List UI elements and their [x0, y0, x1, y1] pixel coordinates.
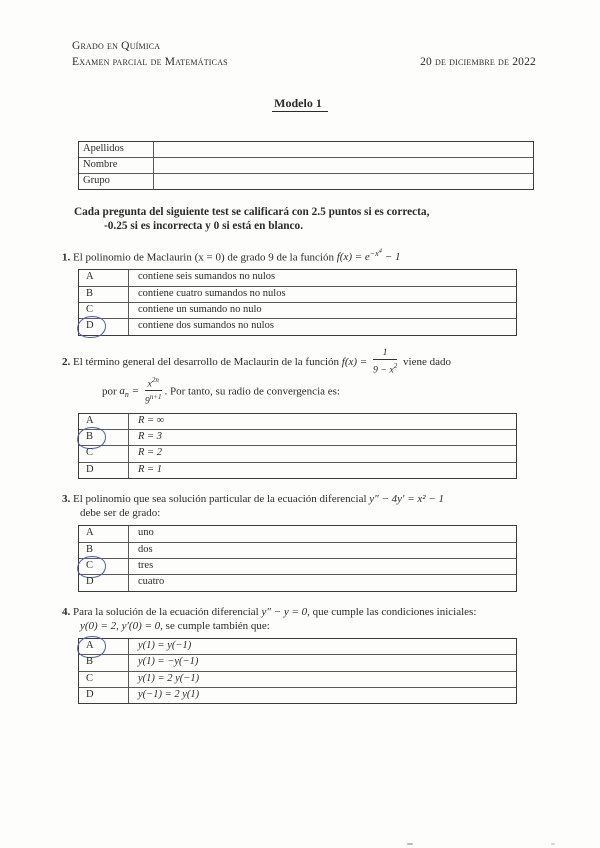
- option-text: uno: [138, 527, 154, 539]
- option-row: [79, 655, 516, 671]
- option-letter: D: [79, 463, 129, 478]
- option-letter: C: [79, 672, 129, 687]
- question-1-options-table: [78, 269, 517, 336]
- question-4-text: Para la solución de la ecuación diferencial: [73, 605, 259, 618]
- question-2-function-label: f(x) =: [341, 356, 368, 369]
- apellidos-blank-field: [154, 142, 533, 157]
- model-title: Modelo 1: [0, 96, 600, 111]
- option-row: [79, 430, 516, 446]
- exam-header: [72, 38, 536, 70]
- option-letter: C: [79, 303, 129, 318]
- question-4-line1: [62, 605, 600, 619]
- question-3-text: El polinomio que sea solución particular de la ecuación diferencial: [73, 493, 367, 506]
- option-text: dos: [138, 543, 153, 555]
- question-2: [62, 346, 600, 408]
- option-text: contiene un sumando no nulo: [138, 304, 262, 316]
- student-info-table: [78, 141, 534, 190]
- question-4-number: 4.: [62, 605, 71, 618]
- option-row: [79, 446, 516, 462]
- question-4-line2-text: se cumple también que:: [165, 619, 270, 632]
- option-letter: D: [79, 319, 129, 334]
- question-1: [62, 244, 600, 264]
- question-2-text: El término general del desarrollo de Maclaurin de la función: [73, 356, 340, 369]
- info-row-nombre: [79, 158, 533, 174]
- question-3-number: 3.: [62, 493, 71, 506]
- option-text: R = 2: [138, 447, 162, 459]
- option-row: [79, 543, 516, 559]
- question-4-line2: [80, 619, 600, 633]
- option-text: y(−1) = 2 y(1): [138, 688, 200, 700]
- option-letter: A: [79, 414, 129, 429]
- option-letter: A: [79, 270, 129, 285]
- option-text: R = 3: [138, 431, 162, 443]
- option-text: contiene seis sumandos no nulos: [138, 271, 276, 283]
- question-1-text: El polinomio de Maclaurin (x = 0) de grado 9 de la función: [73, 251, 334, 264]
- option-text: R = ∞: [138, 414, 165, 426]
- question-1-formula: $f(x) = e^{-x^4} - 1$: [336, 247, 401, 264]
- option-row: [79, 303, 516, 319]
- scan-speck: [407, 843, 413, 845]
- question-1-number: 1.: [62, 251, 71, 264]
- question-3-equation: y″ − 4y′ = x² − 1: [369, 493, 444, 506]
- option-row: [79, 287, 516, 303]
- initial-conditions: y(0) = 2, y′(0) = 0,: [80, 619, 163, 632]
- option-row: [79, 639, 516, 655]
- option-letter: B: [79, 655, 129, 670]
- option-row: [79, 463, 516, 478]
- option-text: y(1) = −y(−1): [138, 656, 199, 668]
- question-2-line2-after: . Por tanto, su radio de convergencia es:: [164, 385, 340, 398]
- option-text: contiene dos sumandos no nulos: [138, 320, 274, 332]
- option-text: R = 1: [138, 463, 162, 475]
- question-2-fraction-1: $\frac{1}{9 - x^2}$: [372, 346, 398, 376]
- question-2-text-after: viene dado: [403, 356, 451, 369]
- label-grupo: Grupo: [79, 174, 154, 189]
- question-2-por: por: [102, 385, 117, 398]
- question-2-number: 2.: [62, 356, 71, 369]
- option-text: contiene cuatro sumandos no nulos: [138, 287, 286, 299]
- question-2-line1: [62, 346, 600, 376]
- option-row: [79, 688, 516, 703]
- option-text: y(1) = y(−1): [138, 639, 192, 651]
- option-row: [79, 270, 516, 286]
- nombre-blank-field: [154, 158, 533, 173]
- option-letter: C: [79, 446, 129, 461]
- option-row: [79, 526, 516, 542]
- option-letter: D: [79, 575, 129, 590]
- question-4: [62, 605, 600, 633]
- question-2-options-table: [78, 413, 517, 480]
- instructions-line1: Cada pregunta del siguiente test se calificará con 2.5 puntos si es correcta,: [74, 206, 430, 218]
- option-row: [79, 414, 516, 430]
- degree-title: Grado en Química: [72, 40, 161, 52]
- option-text: tres: [138, 560, 154, 571]
- info-row-apellidos: [79, 142, 533, 158]
- question-4-text-tail: , que cumple las condiciones iniciales:: [307, 605, 477, 618]
- option-letter: B: [79, 543, 129, 558]
- question-2-fraction-2: $\frac{x^{2n}}{9^{n+1}}$: [144, 376, 162, 407]
- option-text: cuatro: [138, 576, 165, 588]
- instructions-line2: -0.25 si es incorrecta y 0 si está en blanco.: [104, 220, 304, 232]
- option-letter: B: [79, 287, 129, 302]
- grupo-blank-field: [154, 174, 533, 189]
- grading-instructions: [74, 205, 600, 233]
- option-row: [79, 672, 516, 688]
- label-apellidos: Apellidos: [79, 142, 154, 157]
- general-term-symbol: $a_n$ =: [119, 385, 140, 400]
- question-3-options-table: [78, 525, 517, 592]
- question-3: [62, 492, 600, 520]
- option-letter: A: [79, 526, 129, 541]
- question-2-line2: [102, 376, 600, 408]
- label-nombre: Nombre: [79, 158, 154, 173]
- option-letter: C: [79, 559, 129, 574]
- question-3-line1: [62, 492, 600, 506]
- exam-date: 20 de diciembre de 2022: [420, 56, 536, 68]
- option-row: [79, 319, 516, 334]
- question-4-equation: y″ − y = 0: [261, 605, 308, 618]
- info-row-grupo: [79, 174, 533, 189]
- option-letter: D: [79, 688, 129, 703]
- option-letter: B: [79, 430, 129, 445]
- option-row: [79, 575, 516, 590]
- question-3-line2: debe ser de grado:: [80, 507, 161, 520]
- option-letter: A: [79, 639, 129, 654]
- option-row: [79, 559, 516, 575]
- option-text: y(1) = 2 y(−1): [138, 672, 200, 684]
- scan-speck: [551, 843, 555, 845]
- exam-title: Examen parcial de Matemáticas: [72, 56, 228, 68]
- question-4-options-table: [78, 638, 517, 705]
